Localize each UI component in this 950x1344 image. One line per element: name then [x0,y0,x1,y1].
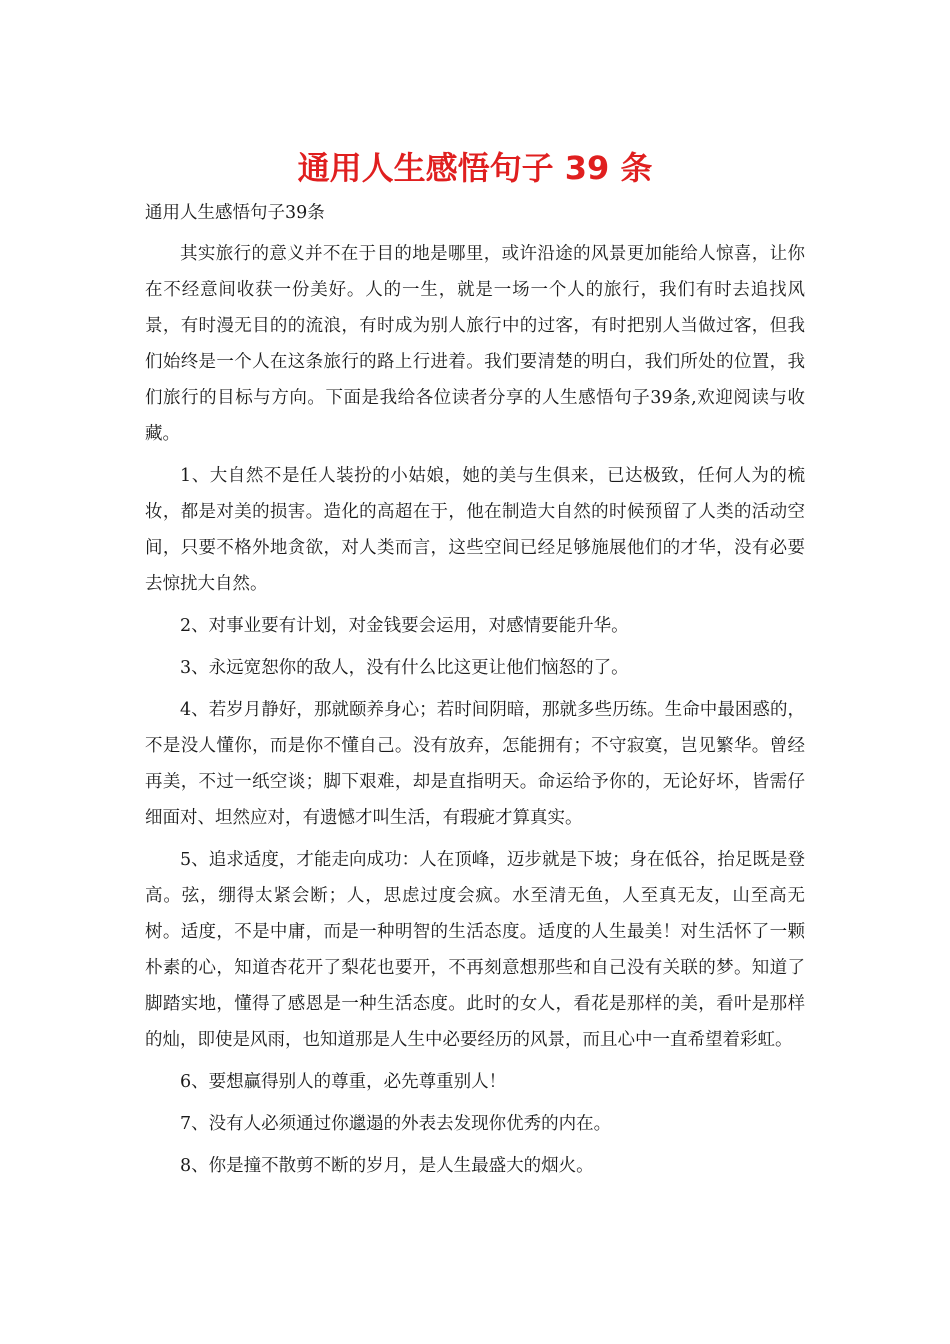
paragraph-item-4: 4、若岁月静好，那就颐养身心；若时间阴暗，那就多些历练。生命中最困惑的，不是没人懂你，而是你不懂自己。没有放弃，怎能拥有；不守寂寞，岂见繁华。曾经再美，不过一纸空谈；脚下艰难，却是直指明天。命运给予你的，无论好坏，皆需仔细面对、坦然应对，有遗憾才叫生活，有瑕疵才算真实。 [145,700,805,828]
paragraph-item-1: 1、大自然不是任人装扮的小姑娘，她的美与生俱来，已达极致，任何人为的梳妆，都是对美的损害。造化的高超在于，他在制造大自然的时候预留了人类的活动空间，只要不格外地贪欲，对人类而言，这些空间已经足够施展他们的才华，没有必要去惊扰大自然。 [145,466,805,594]
document-subtitle: 通用人生感悟句子39条 [145,203,325,223]
document-title: 通用人生感悟句子 39 条 [297,149,653,187]
paragraph-item-8: 8、你是撞不散剪不断的岁月，是人生最盛大的烟火。 [180,1156,594,1176]
paragraph-item-5: 5、追求适度，才能走向成功：人在顶峰，迈步就是下坡；身在低谷，抬足既是登高。弦，绷得太紧会断；人，思虑过度会疯。水至清无鱼，人至真无友，山至高无树。适度，不是中庸，而是一种明智的生活态度。适度的人生最美！对生活怀了一颗朴素的心，知道杏花开了梨花也要开，不再刻意想那些和自己没有关联的梦。知道了脚踏实地，懂得了感恩是一种生活态度。此时的女人，看花是那样的美，看叶是那样的灿，即使是风雨，也知道那是人生中必要经历的风景，而且心中一直希望着彩虹。 [145,850,805,1050]
paragraph-item-2: 2、对事业要有计划，对金钱要会运用，对感情要能升华。 [180,616,629,636]
document-body [145,196,805,1190]
paragraph-item-6: 6、要想赢得别人的尊重，必先尊重别人！ [180,1072,507,1092]
paragraph-item-3: 3、永远宽恕你的敌人，没有什么比这更让他们恼怒的了。 [180,658,629,678]
paragraph-item-7: 7、没有人必须通过你邋遢的外表去发现你优秀的内在。 [180,1114,612,1134]
paragraph-intro: 其实旅行的意义并不在于目的地是哪里，或许沿途的风景更加能给人惊喜，让你在不经意间收获一份美好。人的一生，就是一场一个人的旅行，我们有时去追找风景，有时漫无目的的流浪，有时成为别人旅行中的过客，有时把别人当做过客，但我们始终是一个人在这条旅行的路上行进着。我们要清楚的明白，我们所处的位置，我们旅行的目标与方向。下面是我给各位读者分享的人生感悟句子39条,欢迎阅读与收藏。 [145,244,805,444]
